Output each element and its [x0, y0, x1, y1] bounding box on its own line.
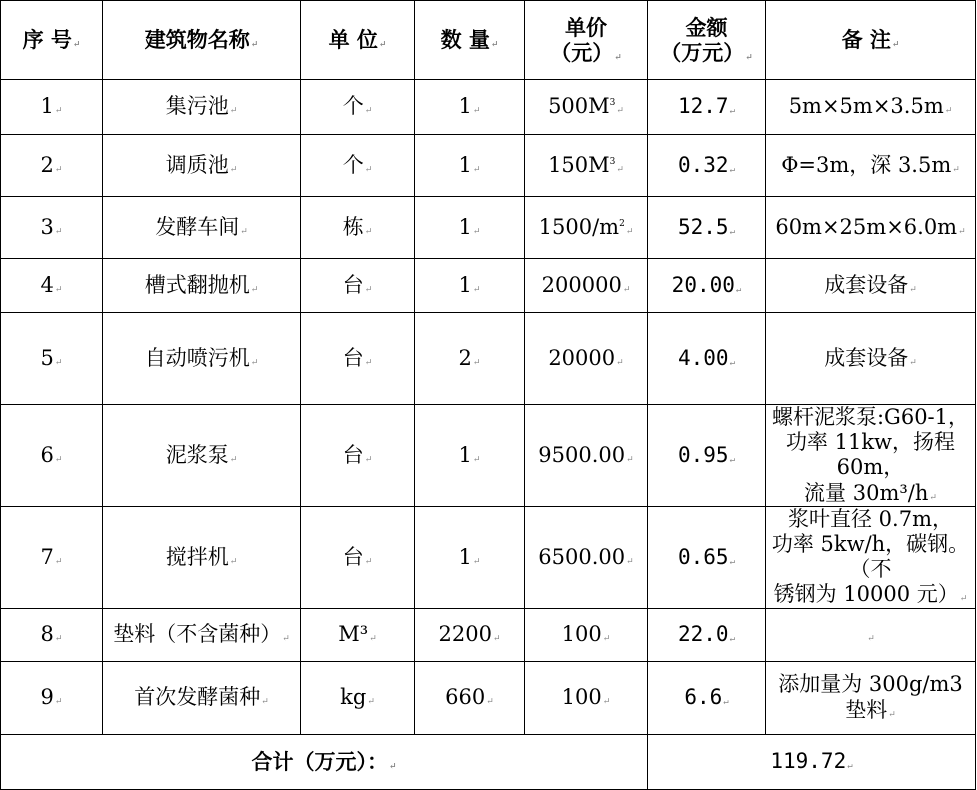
unit-cell-text: 台	[342, 345, 364, 370]
remark-cell	[766, 661, 976, 734]
paragraph-mark: ↵	[867, 633, 875, 644]
unit-cell	[301, 608, 415, 661]
paragraph-mark: ↵	[364, 284, 373, 295]
quantity-cell	[415, 608, 525, 661]
unit-cell	[301, 405, 415, 507]
paragraph-mark: ↵	[229, 164, 238, 175]
paragraph-mark: ↵	[229, 454, 238, 465]
header-amount: 金额 （万元）↵	[648, 1, 766, 80]
row-index-cell	[1, 135, 103, 197]
paragraph-mark: ↵	[729, 357, 735, 368]
unit-price-text: 500M	[548, 94, 610, 119]
paragraph-mark: ↵	[472, 226, 481, 237]
remark-cell	[766, 506, 976, 608]
unit-price-exponent: 3	[609, 156, 616, 167]
building-name-cell-text: 发酵车间	[155, 214, 240, 239]
row-index-cell-text: 5	[40, 345, 54, 370]
building-name-cell	[103, 259, 301, 313]
building-name-cell	[103, 80, 301, 135]
quantity-cell-text: 1	[458, 272, 472, 297]
quantity-cell	[415, 135, 525, 197]
header-index: 序 号↵	[1, 1, 103, 80]
remark-cell	[766, 405, 976, 507]
quantity-cell	[415, 313, 525, 405]
paragraph-mark: ↵	[472, 164, 481, 175]
paragraph-mark: ↵	[472, 454, 481, 465]
header-row	[1, 1, 976, 80]
amount-cell	[648, 313, 766, 405]
remark-cell	[766, 259, 976, 313]
paragraph-mark: ↵	[959, 594, 968, 605]
unit-cell-text: 栋	[342, 214, 364, 239]
row-index-cell	[1, 259, 103, 313]
quantity-cell-text: 2200	[438, 621, 492, 646]
building-name-cell	[103, 608, 301, 661]
paragraph-mark: ↵	[472, 284, 481, 295]
paragraph-mark: ↵	[250, 284, 259, 295]
unit-price-text: 20000	[548, 345, 616, 370]
unit-price-text: 100	[561, 621, 602, 646]
unit-price-text: 1500/m	[538, 214, 620, 239]
paragraph-mark: ↵	[616, 106, 624, 117]
unit-cell-text: 台	[342, 442, 364, 467]
remark-cell	[766, 197, 976, 259]
quantity-cell	[415, 405, 525, 507]
total-value-cell	[648, 734, 976, 789]
paragraph-mark: ↵	[54, 633, 63, 644]
total-row	[1, 734, 976, 789]
row-index-cell	[1, 405, 103, 507]
unit-cell	[301, 313, 415, 405]
paragraph-mark: ↵	[364, 164, 373, 175]
amount-cell-text: 12.7	[678, 94, 729, 119]
paragraph-mark: ↵	[909, 357, 917, 368]
amount-cell-text: 4.00	[678, 345, 729, 370]
quantity-cell-text: 1	[458, 544, 472, 569]
amount-cell	[648, 259, 766, 313]
unit-price-cell	[525, 135, 648, 197]
paragraph-mark: ↵	[369, 633, 377, 644]
table-row	[1, 197, 976, 259]
paragraph-mark: ↵	[909, 284, 917, 295]
row-index-cell-text: 9	[40, 684, 54, 709]
remark-line: 浆叶直径 0.7m，	[788, 506, 953, 531]
total-label: 合计（万元）：	[251, 748, 388, 774]
remark-line: 添加量为 300g/m3 垫料↵	[778, 672, 963, 722]
row-index-cell	[1, 80, 103, 135]
building-name-cell-text: 垫料（不含菌种）	[113, 621, 282, 646]
paragraph-mark: ↵	[472, 556, 481, 567]
remark-line: 螺杆泥浆泵:G60-1，	[771, 405, 970, 429]
row-index-cell-text: 1	[40, 94, 54, 119]
unit-cell	[301, 80, 415, 135]
paragraph-mark: ↵	[364, 226, 373, 237]
building-name-cell	[103, 197, 301, 259]
remark-cell	[766, 608, 976, 661]
paragraph-mark: ↵	[367, 696, 375, 707]
table-row	[1, 405, 976, 507]
row-index-cell	[1, 608, 103, 661]
unit-price-text: 6500.00	[538, 544, 626, 569]
unit-price-text: 200000	[541, 272, 622, 297]
amount-cell	[648, 197, 766, 259]
paragraph-mark: ↵	[944, 106, 953, 117]
header-name: 建筑物名称↵	[103, 1, 301, 80]
paragraph-mark: ↵	[888, 709, 896, 720]
amount-cell	[648, 80, 766, 135]
paragraph-mark: ↵	[472, 357, 481, 368]
paragraph-mark: ↵	[729, 454, 735, 465]
amount-cell-text: 6.6	[684, 684, 723, 709]
unit-cell-text: M³	[338, 621, 369, 646]
remark-line: 流量 30m³/h↵	[804, 480, 937, 505]
remark-line: 60m×25m×6.0m↵	[775, 214, 966, 239]
paragraph-mark: ↵	[486, 696, 494, 707]
quantity-cell	[415, 80, 525, 135]
paragraph-mark: ↵	[625, 226, 634, 237]
quantity-cell-text: 1	[458, 214, 472, 239]
table-row	[1, 80, 976, 135]
building-name-cell-text: 自动喷污机	[144, 345, 250, 370]
unit-cell	[301, 135, 415, 197]
unit-cell	[301, 506, 415, 608]
header-qty: 数 量↵	[415, 1, 525, 80]
building-name-cell-text: 首次发酵菌种	[134, 684, 261, 709]
row-index-cell-text: 4	[40, 272, 54, 297]
paragraph-mark: ↵	[729, 226, 735, 237]
unit-price-cell	[525, 80, 648, 135]
paragraph-mark: ↵	[847, 760, 853, 771]
paragraph-mark: ↵	[364, 454, 373, 465]
paragraph-mark: ↵	[929, 492, 937, 503]
amount-cell-text: 52.5	[678, 214, 729, 239]
amount-cell-text: 0.65	[678, 544, 729, 569]
row-index-cell	[1, 506, 103, 608]
unit-price-cell	[525, 313, 648, 405]
quantity-cell	[415, 197, 525, 259]
quantity-cell-text: 1	[458, 94, 472, 119]
paragraph-mark: ↵	[958, 226, 966, 237]
paragraph-mark: ↵	[626, 556, 634, 567]
amount-cell-text: 0.32	[678, 152, 729, 177]
row-index-cell-text: 3	[40, 214, 54, 239]
unit-price-exponent: 2	[619, 218, 625, 229]
unit-price-cell	[525, 506, 648, 608]
paragraph-mark: ↵	[54, 454, 63, 465]
remark-line	[768, 622, 973, 647]
unit-cell	[301, 661, 415, 734]
row-index-cell-text: 2	[40, 152, 54, 177]
table-row	[1, 506, 976, 608]
paragraph-mark: ↵	[952, 164, 960, 175]
paragraph-mark: ↵	[622, 284, 631, 295]
paragraph-mark: ↵	[54, 696, 63, 707]
header-remark: 备 注↵	[766, 1, 976, 80]
unit-price-text: 9500.00	[538, 442, 626, 467]
unit-price-text: 100	[561, 684, 602, 709]
remark-cell	[766, 313, 976, 405]
total-value: 119.72	[770, 748, 847, 773]
paragraph-mark: ↵	[735, 284, 742, 295]
paragraph-mark: ↵	[472, 106, 481, 117]
remark-cell	[766, 80, 976, 135]
remark-line: 成套设备↵	[824, 272, 917, 297]
remark-line: 功率 5kw/h，碳钢。（不	[771, 531, 970, 582]
amount-cell	[648, 661, 766, 734]
paragraph-mark: ↵	[492, 633, 501, 644]
amount-cell	[648, 506, 766, 608]
remark-line: 5m×5m×3.5m↵	[788, 94, 953, 119]
amount-cell-text: 20.00	[671, 272, 735, 297]
remark-cell	[766, 135, 976, 197]
paragraph-mark: ↵	[602, 696, 611, 707]
paragraph-mark: ↵	[723, 696, 729, 707]
paragraph-mark: ↵	[616, 164, 624, 175]
paragraph-mark: ↵	[729, 633, 735, 644]
paragraph-mark: ↵	[388, 761, 397, 772]
paragraph-mark: ↵	[240, 226, 248, 237]
paragraph-mark: ↵	[626, 454, 634, 465]
building-name-cell	[103, 405, 301, 507]
unit-price-cell	[525, 197, 648, 259]
paragraph-mark: ↵	[364, 106, 373, 117]
unit-price-cell	[525, 608, 648, 661]
table-row	[1, 313, 976, 405]
row-index-cell-text: 6	[40, 442, 54, 467]
paragraph-mark: ↵	[54, 106, 63, 117]
unit-price-text: 150M	[548, 152, 610, 177]
unit-cell-text: 个	[342, 152, 364, 177]
table-row	[1, 135, 976, 197]
paragraph-mark: ↵	[364, 556, 373, 567]
amount-cell-text: 0.95	[678, 442, 729, 467]
unit-cell	[301, 259, 415, 313]
remark-line: 锈钢为 10000 元）↵	[773, 582, 968, 607]
row-index-cell	[1, 313, 103, 405]
building-name-cell-text: 槽式翻抛机	[144, 272, 250, 297]
paragraph-mark: ↵	[282, 633, 290, 644]
quantity-cell-text: 660	[445, 684, 486, 709]
row-index-cell-text: 8	[40, 621, 54, 646]
paragraph-mark: ↵	[602, 633, 611, 644]
remark-line: Φ=3m，深 3.5m↵	[781, 152, 960, 177]
paragraph-mark: ↵	[54, 556, 63, 567]
paragraph-mark: ↵	[250, 357, 259, 368]
quantity-cell	[415, 259, 525, 313]
header-price: 单价 （元）↵	[525, 1, 648, 80]
building-name-cell-text: 泥浆泵	[165, 442, 229, 467]
building-name-cell-text: 搅拌机	[165, 544, 229, 569]
paragraph-mark: ↵	[229, 106, 238, 117]
paragraph-mark: ↵	[729, 556, 735, 567]
paragraph-mark: ↵	[616, 357, 624, 368]
unit-cell-text: 个	[342, 94, 364, 119]
unit-cell-text: kg	[340, 684, 367, 709]
unit-cell-text: 台	[342, 544, 364, 569]
unit-price-cell	[525, 405, 648, 507]
amount-cell	[648, 135, 766, 197]
paragraph-mark: ↵	[729, 106, 735, 117]
paragraph-mark: ↵	[729, 164, 735, 175]
row-index-cell	[1, 661, 103, 734]
building-name-cell	[103, 313, 301, 405]
unit-price-exponent: 3	[609, 98, 616, 109]
quantity-cell	[415, 661, 525, 734]
quantity-cell-text: 2	[458, 345, 472, 370]
building-name-cell	[103, 506, 301, 608]
building-name-cell-text: 调质池	[165, 152, 229, 177]
building-name-cell-text: 集污池	[165, 94, 229, 119]
unit-price-cell	[525, 661, 648, 734]
unit-cell-text: 台	[342, 272, 364, 297]
remark-line: 成套设备↵	[824, 345, 917, 370]
paragraph-mark: ↵	[364, 357, 373, 368]
unit-price-cell	[525, 259, 648, 313]
unit-cell	[301, 197, 415, 259]
amount-cell	[648, 405, 766, 507]
amount-cell	[648, 608, 766, 661]
amount-cell-text: 22.0	[678, 621, 729, 646]
row-index-cell-text: 7	[40, 544, 54, 569]
paragraph-mark: ↵	[261, 696, 269, 707]
quantity-cell	[415, 506, 525, 608]
quantity-cell-text: 1	[458, 442, 472, 467]
table-row	[1, 661, 976, 734]
table-row	[1, 259, 976, 313]
paragraph-mark: ↵	[54, 226, 63, 237]
row-index-cell	[1, 197, 103, 259]
paragraph-mark: ↵	[229, 556, 238, 567]
table-row	[1, 608, 976, 661]
paragraph-mark: ↵	[54, 357, 63, 368]
building-name-cell	[103, 661, 301, 734]
total-label-cell	[1, 734, 648, 789]
paragraph-mark: ↵	[54, 284, 63, 295]
remark-line: 功率 11kw，扬程 60m，	[785, 430, 956, 480]
quantity-cell-text: 1	[458, 152, 472, 177]
header-unit: 单 位↵	[301, 1, 415, 80]
paragraph-mark: ↵	[54, 164, 63, 175]
building-name-cell	[103, 135, 301, 197]
